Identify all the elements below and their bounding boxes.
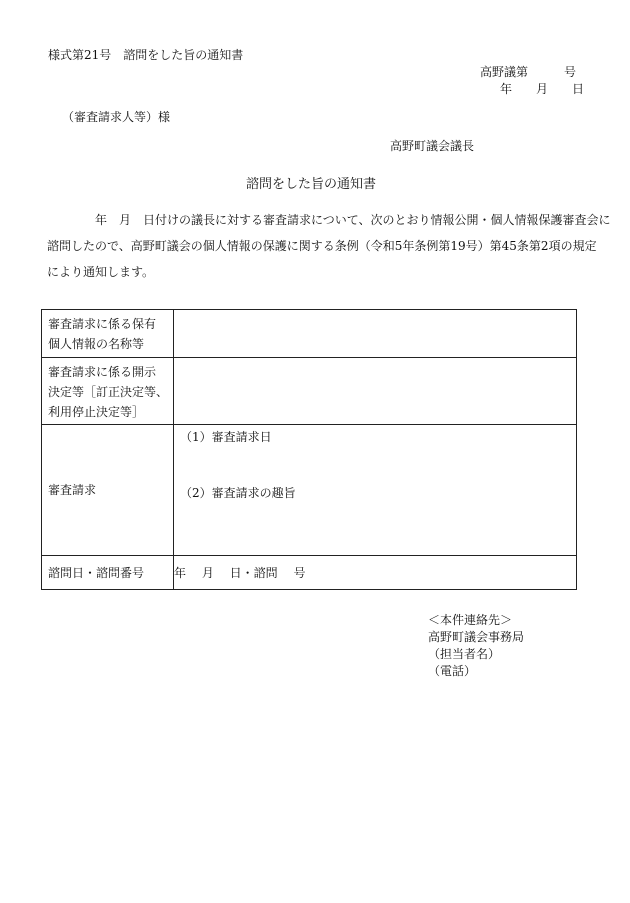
form-number: 様式第21号 諮問をした旨の通知書 — [48, 48, 244, 62]
addressee: （審査請求人等）様 — [62, 110, 171, 124]
sender: 高野町議会議長 — [390, 139, 475, 153]
label-line: 個人情報の名称等 — [48, 337, 145, 351]
table-row — [42, 425, 577, 556]
held-info-name-value[interactable] — [174, 310, 577, 358]
label-line: 利用停止決定等］ — [48, 405, 145, 419]
notification-table — [41, 309, 577, 590]
label-line: 決定等［訂正決定等、 — [48, 385, 169, 399]
document-title: 諮問をした旨の通知書 — [246, 177, 377, 192]
disclosure-decision-value[interactable] — [174, 358, 577, 425]
label-line: 審査請求に係る開示 — [48, 365, 157, 379]
review-request-date-item: （1）審査請求日 — [180, 430, 272, 444]
contact-phone: （電話） — [428, 664, 477, 678]
table-row — [42, 556, 577, 590]
reference-date: 年 月 日 — [500, 82, 585, 96]
label-line: 審査請求に係る保有 — [48, 317, 157, 331]
contact-person: （担当者名） — [428, 647, 501, 661]
review-request-label: 審査請求 — [42, 425, 174, 556]
body-line-2: 諮問したので、高野町議会の個人情報の保護に関する条例（令和5年条例第19号）第45条第2項の規定 — [47, 239, 597, 253]
contact-heading: ＜本件連絡先＞ — [428, 613, 513, 627]
body-line-3: により通知します。 — [47, 265, 155, 279]
contact-block — [428, 612, 524, 680]
contact-office: 高野町議会事務局 — [428, 630, 525, 644]
review-request-value[interactable] — [174, 425, 577, 556]
reference-number: 高野議第 号 — [480, 65, 577, 79]
inquiry-date-number-value[interactable]: 年 月 日・諮問 号 — [174, 556, 577, 590]
disclosure-decision-label — [42, 358, 174, 425]
table-row — [42, 358, 577, 425]
body-line-1: 年 月 日付けの議長に対する審査請求について、次のとおり情報公開・個人情報保護審査会に — [95, 213, 611, 227]
table-row — [42, 310, 577, 358]
held-info-name-label — [42, 310, 174, 358]
inquiry-date-number-label: 諮問日・諮問番号 — [42, 556, 174, 590]
body-paragraph — [47, 207, 611, 285]
review-request-purpose-item: （2）審査請求の趣旨 — [180, 486, 296, 500]
